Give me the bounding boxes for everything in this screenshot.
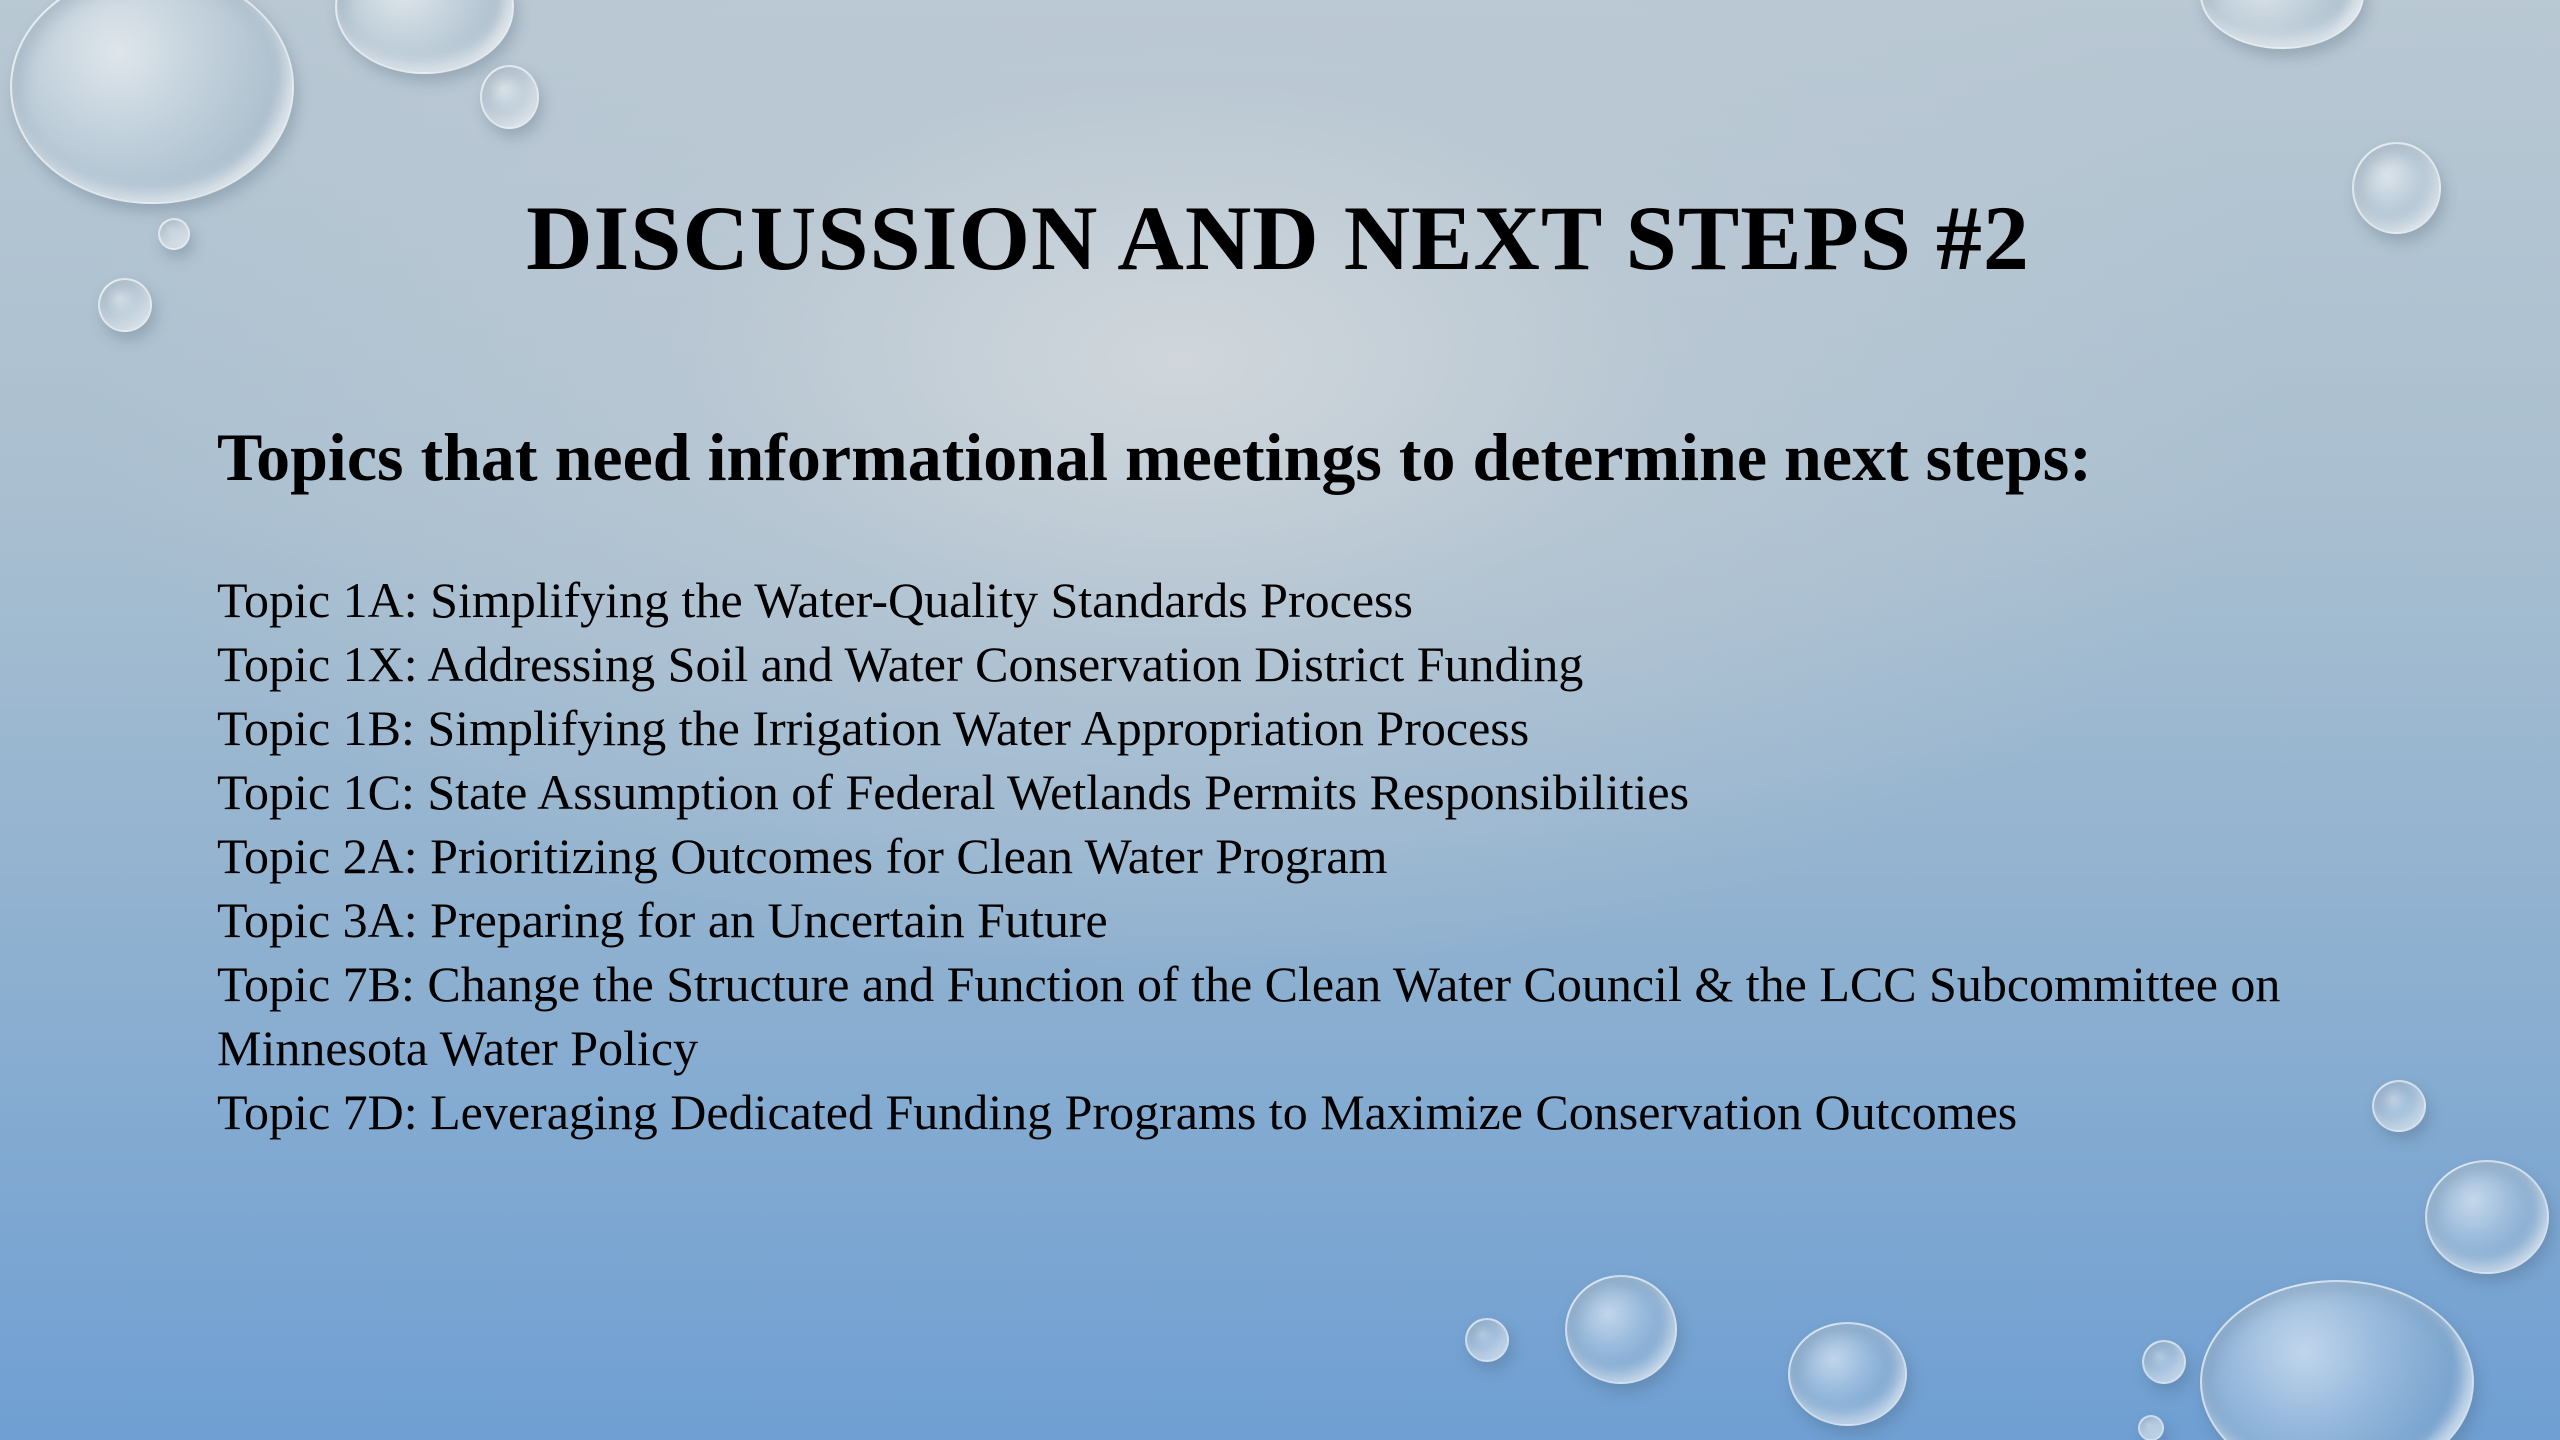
topic-item: Topic 1A: Simplifying the Water-Quality Standards Process bbox=[217, 572, 1413, 628]
water-droplet-decoration bbox=[10, 0, 294, 204]
water-droplet-decoration bbox=[2138, 1415, 2164, 1440]
water-droplet-decoration bbox=[480, 65, 539, 129]
slide-title bbox=[0, 185, 2560, 291]
water-droplet-decoration bbox=[1788, 1322, 1907, 1426]
slide-subtitle: Topics that need informational meetings to determine next steps: bbox=[217, 419, 2092, 495]
water-droplet-decoration bbox=[2200, 1280, 2474, 1440]
water-droplet-decoration bbox=[1565, 1275, 1677, 1384]
water-droplet-decoration bbox=[2425, 1160, 2549, 1274]
water-droplet-decoration bbox=[1465, 1318, 1509, 1362]
topic-item: Topic 7B: Change the Structure and Function of the Clean Water Council & the LCC Subcommittee on Minnesota Water Policy bbox=[217, 956, 2281, 1076]
topic-item: Topic 1B: Simplifying the Irrigation Water Appropriation Process bbox=[217, 700, 1530, 756]
water-droplet-decoration bbox=[335, 0, 514, 74]
water-droplet-decoration bbox=[2200, 0, 2364, 49]
slide-title-text: DISCUSSION AND NEXT STEPS #2 bbox=[526, 187, 2030, 289]
topic-item: Topic 1X: Addressing Soil and Water Conservation District Funding bbox=[217, 636, 1584, 692]
topic-item: Topic 7D: Leveraging Dedicated Funding Programs to Maximize Conservation Outcomes bbox=[217, 1084, 2018, 1140]
topic-item: Topic 1C: State Assumption of Federal Wetlands Permits Responsibilities bbox=[217, 764, 1690, 820]
topic-list bbox=[217, 568, 2417, 1144]
topic-item: Topic 3A: Preparing for an Uncertain Future bbox=[217, 892, 1108, 948]
water-droplet-decoration bbox=[2142, 1340, 2186, 1384]
topic-item: Topic 2A: Prioritizing Outcomes for Clean Water Program bbox=[217, 828, 1388, 884]
